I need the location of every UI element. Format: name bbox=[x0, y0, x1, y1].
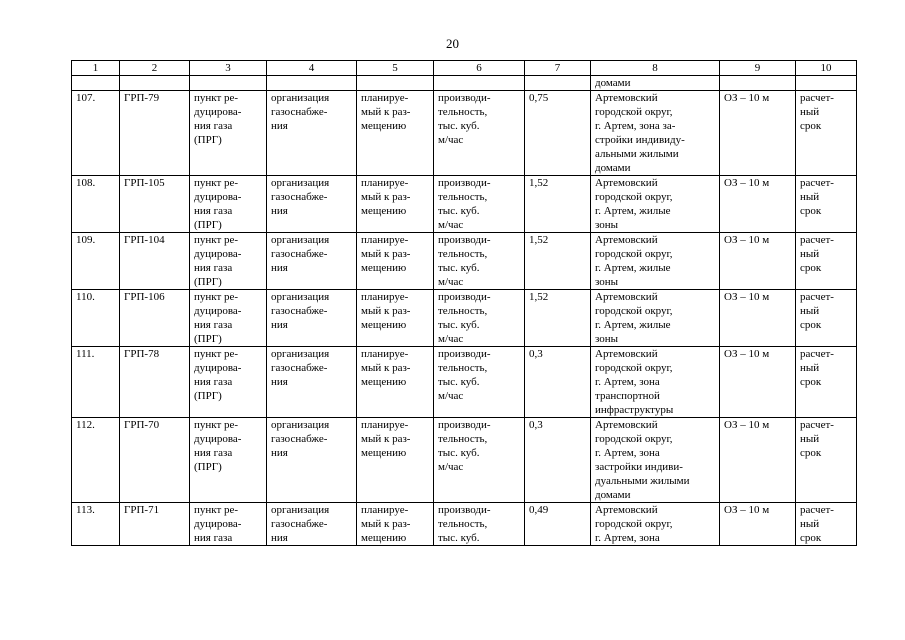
term-cell: расчет- ный срок bbox=[796, 347, 857, 418]
table-row bbox=[72, 91, 857, 176]
status-cell: планируе- мый к раз- мещению bbox=[357, 176, 434, 233]
object-type-cell: пункт ре- дуцирова- ния газа (ПРГ) bbox=[190, 233, 267, 290]
status-cell: планируе- мый к раз- мещению bbox=[357, 290, 434, 347]
protection-zone-cell: ОЗ – 10 м bbox=[720, 290, 796, 347]
object-type-cell: пункт ре- дуцирова- ния газа (ПРГ) bbox=[190, 176, 267, 233]
continuation-row bbox=[72, 76, 857, 91]
column-header: 6 bbox=[434, 61, 525, 76]
protection-zone-cell: ОЗ – 10 м bbox=[720, 347, 796, 418]
capacity-cell: 0,3 bbox=[525, 347, 591, 418]
capacity-cell: 1,52 bbox=[525, 176, 591, 233]
column-header: 1 bbox=[72, 61, 120, 76]
protection-zone-cell: ОЗ – 10 м bbox=[720, 233, 796, 290]
organization-cell: организация газоснабже- ния bbox=[267, 91, 357, 176]
parameter-cell: производи- тельность, тыс. куб. м/час bbox=[434, 233, 525, 290]
column-header: 8 bbox=[591, 61, 720, 76]
column-header: 9 bbox=[720, 61, 796, 76]
table-row bbox=[72, 290, 857, 347]
parameter-cell: производи- тельность, тыс. куб. м/час bbox=[434, 418, 525, 503]
column-header: 3 bbox=[190, 61, 267, 76]
status-cell: планируе- мый к раз- мещению bbox=[357, 503, 434, 546]
status-cell: планируе- мый к раз- мещению bbox=[357, 91, 434, 176]
term-cell: расчет- ный срок bbox=[796, 233, 857, 290]
parameter-cell: производи- тельность, тыс. куб. bbox=[434, 503, 525, 546]
object-code-cell: ГРП-106 bbox=[120, 290, 190, 347]
term-cell: расчет- ный срок bbox=[796, 503, 857, 546]
table-row bbox=[72, 503, 857, 546]
row-number-cell: 108. bbox=[72, 176, 120, 233]
column-header: 5 bbox=[357, 61, 434, 76]
term-cell: расчет- ный срок bbox=[796, 418, 857, 503]
parameter-cell: производи- тельность, тыс. куб. м/час bbox=[434, 176, 525, 233]
object-type-cell: пункт ре- дуцирова- ния газа bbox=[190, 503, 267, 546]
location-cell: Артемовский городской округ, г. Артем, зона за- стройки индивиду- альными жилыми домами bbox=[591, 91, 720, 176]
capacity-cell: 0,3 bbox=[525, 418, 591, 503]
term-cell: расчет- ный срок bbox=[796, 176, 857, 233]
object-code-cell: ГРП-105 bbox=[120, 176, 190, 233]
row-number-cell: 112. bbox=[72, 418, 120, 503]
protection-zone-cell: ОЗ – 10 м bbox=[720, 176, 796, 233]
row-number-cell: 111. bbox=[72, 347, 120, 418]
facilities-table bbox=[71, 60, 857, 546]
header-row bbox=[72, 61, 857, 76]
column-header: 2 bbox=[120, 61, 190, 76]
location-cell: Артемовский городской округ, г. Артем, жилые зоны bbox=[591, 176, 720, 233]
organization-cell: организация газоснабже- ния bbox=[267, 418, 357, 503]
row-number-cell: 109. bbox=[72, 233, 120, 290]
parameter-cell: производи- тельность, тыс. куб. м/час bbox=[434, 91, 525, 176]
capacity-cell: 0,49 bbox=[525, 503, 591, 546]
object-code-cell: ГРП-79 bbox=[120, 91, 190, 176]
organization-cell: организация газоснабже- ния bbox=[267, 233, 357, 290]
location-cell: Артемовский городской округ, г. Артем, зона bbox=[591, 503, 720, 546]
column-header: 4 bbox=[267, 61, 357, 76]
object-type-cell: пункт ре- дуцирова- ния газа (ПРГ) bbox=[190, 347, 267, 418]
table-row bbox=[72, 233, 857, 290]
status-cell: планируе- мый к раз- мещению bbox=[357, 347, 434, 418]
page-number: 20 bbox=[446, 36, 459, 51]
object-code-cell: ГРП-70 bbox=[120, 418, 190, 503]
capacity-cell: 1,52 bbox=[525, 290, 591, 347]
organization-cell: организация газоснабже- ния bbox=[267, 347, 357, 418]
object-code-cell: ГРП-71 bbox=[120, 503, 190, 546]
organization-cell: организация газоснабже- ния bbox=[267, 503, 357, 546]
location-cell: Артемовский городской округ, г. Артем, жилые зоны bbox=[591, 233, 720, 290]
parameter-cell: производи- тельность, тыс. куб. м/час bbox=[434, 347, 525, 418]
row-number-cell: 113. bbox=[72, 503, 120, 546]
table-row bbox=[72, 176, 857, 233]
row-number-cell: 107. bbox=[72, 91, 120, 176]
object-code-cell: ГРП-104 bbox=[120, 233, 190, 290]
status-cell: планируе- мый к раз- мещению bbox=[357, 233, 434, 290]
column-header: 10 bbox=[796, 61, 857, 76]
parameter-cell: производи- тельность, тыс. куб. м/час bbox=[434, 290, 525, 347]
status-cell: планируе- мый к раз- мещению bbox=[357, 418, 434, 503]
object-type-cell: пункт ре- дуцирова- ния газа (ПРГ) bbox=[190, 418, 267, 503]
object-type-cell: пункт ре- дуцирова- ния газа (ПРГ) bbox=[190, 290, 267, 347]
protection-zone-cell: ОЗ – 10 м bbox=[720, 418, 796, 503]
term-cell: расчет- ный срок bbox=[796, 91, 857, 176]
row-number-cell: 110. bbox=[72, 290, 120, 347]
capacity-cell: 0,75 bbox=[525, 91, 591, 176]
location-cell: Артемовский городской округ, г. Артем, зона транспортной инфраструктуры bbox=[591, 347, 720, 418]
object-code-cell: ГРП-78 bbox=[120, 347, 190, 418]
organization-cell: организация газоснабже- ния bbox=[267, 176, 357, 233]
term-cell: расчет- ный срок bbox=[796, 290, 857, 347]
column-header: 7 bbox=[525, 61, 591, 76]
location-cell: Артемовский городской округ, г. Артем, жилые зоны bbox=[591, 290, 720, 347]
object-type-cell: пункт ре- дуцирова- ния газа (ПРГ) bbox=[190, 91, 267, 176]
organization-cell: организация газоснабже- ния bbox=[267, 290, 357, 347]
protection-zone-cell: ОЗ – 10 м bbox=[720, 503, 796, 546]
table-row bbox=[72, 418, 857, 503]
location-cell: домами bbox=[591, 76, 720, 91]
protection-zone-cell: ОЗ – 10 м bbox=[720, 91, 796, 176]
table-row bbox=[72, 347, 857, 418]
location-cell: Артемовский городской округ, г. Артем, зона застройки индиви- дуальными жилыми домами bbox=[591, 418, 720, 503]
capacity-cell: 1,52 bbox=[525, 233, 591, 290]
